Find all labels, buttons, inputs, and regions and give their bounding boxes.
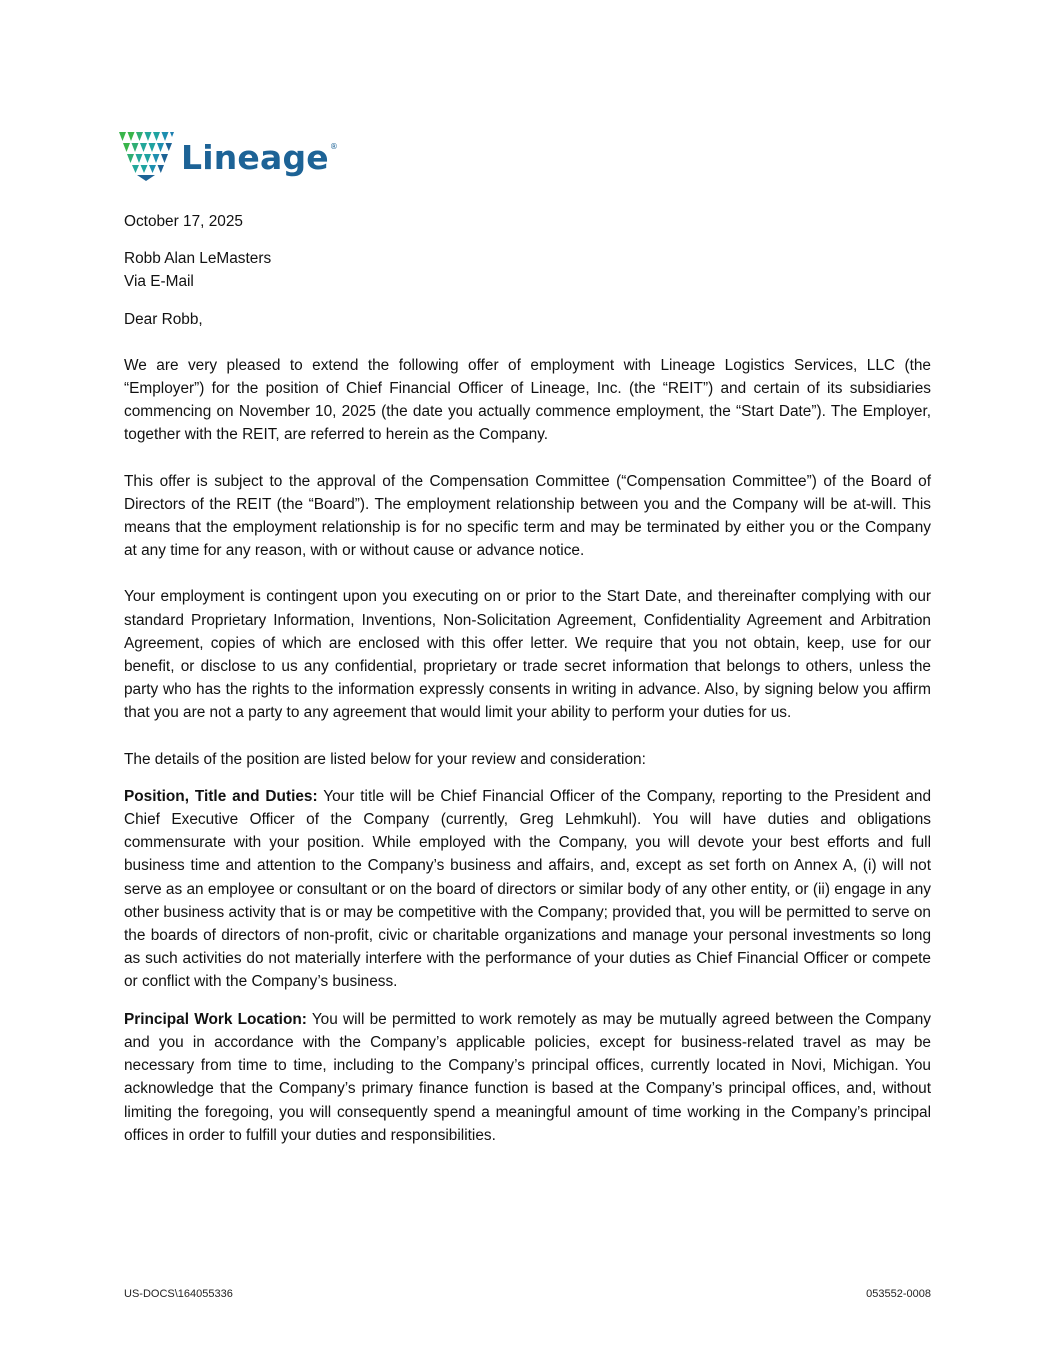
salutation: Dear Robb, <box>124 310 203 328</box>
section-position-body: Your title will be Chief Financial Officer of the Company, reporting to the President and Chief Executive Officer of the Company (currently, Greg Lehmkuhl). You will have duties and obligations commensurate with your position. While employed with the Company, you will devote your best efforts and full business time and attention to the Company’s business and affairs, and, except as set forth on Annex A, (i) will not serve as an employee or consultant or on the board of directors or similar body of any other entity, or (ii) engage in any other business activity that is or may be competitive with the Company; provided that, you will be permitted to serve on the boards of directors of non-profit, civic or charitable organizations and manage your personal investments so long as such activities do not materially interfere with the performance of your duties as Chief Financial Officer or compete or conflict with the Company’s business. <box>124 787 931 991</box>
company-logo <box>117 130 338 182</box>
section-work-location-heading: Principal Work Location: <box>124 1010 307 1028</box>
registered-mark: ® <box>329 141 338 151</box>
recipient-name: Robb Alan LeMasters <box>124 250 272 268</box>
footer-doc-id: US-DOCS\164055336 <box>124 1288 233 1300</box>
paragraph-offer: We are very pleased to extend the following offer of employment with Lineage Logistics Services, LLC (the “Employer”) for the position of Chief Financial Officer of Lineage, Inc. (the “REIT”) and certain of its subsidiaries commencing on November 10, 2025 (the date you actually commence employment, the “Start Date”). The Employer, together with the REIT, are referred to herein as the Company. <box>124 356 931 444</box>
section-work-location-body: You will be permitted to work remotely as may be mutually agreed between the Company and you in accordance with the Company’s applicable policies, except for business-related travel as may be necessary from time to time, including to the Company’s principal offices, currently located in Novi, Michigan. You acknowledge that the Company’s primary finance function is based at the Company’s principal offices, and, without limiting the foregoing, you will consequently spend a meaningful amount of time working in the Company’s principal offices in order to fulfill your duties and responsibilities. <box>124 1010 931 1144</box>
lineage-shield-icon <box>117 130 175 182</box>
logo-wordmark: Lineage <box>181 137 329 177</box>
letter-date: October 17, 2025 <box>124 213 243 230</box>
footer-matter-number: 053552-0008 <box>866 1288 931 1300</box>
section-position <box>124 785 931 994</box>
recipient-delivery: Via E-Mail <box>124 273 194 291</box>
page-footer <box>124 1288 931 1300</box>
paragraph-contingency: Your employment is contingent upon you executing on or prior to the Start Date, and thereinafter complying with our standard Proprietary Information, Inventions, Non-Solicitation Agreement, Confidentiality Agreement and Arbitration Agreement, copies of which are enclosed with this offer letter. We require that you not obtain, keep, use for our benefit, or disclose to us any confidential, proprietary or trade secret information that belongs to others, unless the party who has the rights to the information expressly consents in writing in advance. Also, by signing below you affirm that you are not a party to any agreement that would limit your ability to perform your duties for us. <box>124 588 931 722</box>
letter-body <box>124 210 931 1147</box>
details-intro: The details of the position are listed below for your review and consideration: <box>124 750 646 768</box>
paragraph-at-will: This offer is subject to the approval of the Compensation Committee (“Compensation Committee”) of the Board of Directors of the REIT (the “Board”). The employment relationship between you and the Company will be at-will. This means that the employment relationship is for no specific term and may be terminated by either you or the Company at any time for any reason, with or without cause or advance notice. <box>124 472 931 560</box>
section-work-location <box>124 1008 931 1147</box>
section-position-heading: Position, Title and Duties: <box>124 787 318 805</box>
